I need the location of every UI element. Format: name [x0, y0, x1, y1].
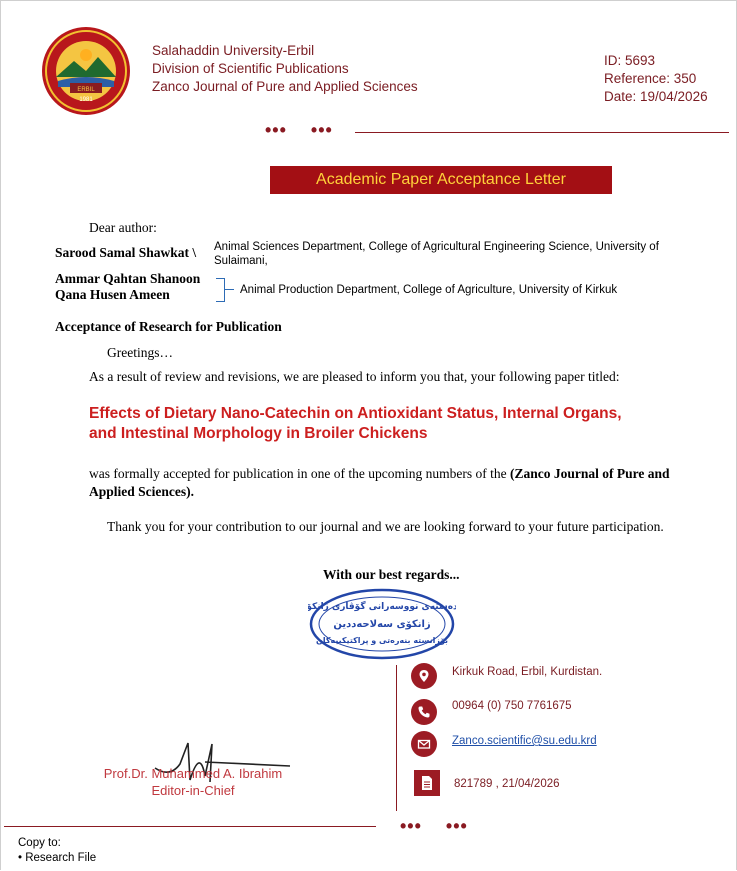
letter-date: Date: 19/04/2026: [604, 89, 708, 104]
letter-title: Academic Paper Acceptance Letter: [270, 166, 612, 194]
mail-icon: [411, 731, 437, 757]
org-header: [152, 42, 418, 96]
journal-name: (Zanco Journal of Pure and Applied Sciences).: [89, 466, 670, 499]
org-line-university: Salahaddin University-Erbil: [152, 43, 315, 58]
official-stamp: [308, 587, 456, 661]
location-icon: [411, 663, 437, 689]
footer-dots: ••• •••: [400, 816, 468, 836]
paper-title: Effects of Dietary Nano-Catechin on Antioxidant Status, Internal Organs, and Intestinal Morphology in Broiler Chickens: [89, 405, 622, 442]
acceptance-paragraph: [89, 465, 679, 501]
separator-dots: ••• •••: [265, 120, 333, 140]
contact-email-link[interactable]: Zanco.scientific@su.edu.krd: [452, 735, 597, 747]
svg-text:بۆزانستە بنەرەتی و پراكتیكییەك: بۆزانستە بنەرەتی و پراكتیكییەكان: [316, 636, 448, 645]
signatory: [88, 765, 298, 799]
author-1: Sarood Samal Shawkat \: [55, 245, 197, 260]
signatory-role: Editor-in-Chief: [151, 783, 235, 798]
thanks-paragraph: Thank you for your contribution to our journal and we are looking forward to your future participation.: [107, 519, 664, 534]
letter-meta: [604, 52, 708, 106]
subject-line: Acceptance of Research for Publication: [55, 319, 282, 334]
phone-icon: [411, 699, 437, 725]
letter-reference: Reference: 350: [604, 71, 697, 86]
acceptance-text: was formally accepted for publication in one of the upcoming numbers of the: [89, 466, 510, 481]
salutation: Dear author:: [89, 220, 157, 235]
document-reference: 821789 , 21/04/2026: [454, 778, 560, 790]
copy-to-label: Copy to:: [18, 837, 61, 849]
svg-text:ERBIL: ERBIL: [77, 87, 95, 93]
contact-phone: 00964 (0) 750 7761675: [452, 700, 572, 712]
header-rule: [355, 132, 729, 133]
affiliation-bracket-tick: [224, 289, 234, 290]
contact-divider: [396, 665, 397, 811]
university-logo: [40, 25, 132, 117]
intro-paragraph: As a result of review and revisions, we are pleased to inform you that, your following paper titled:: [89, 369, 620, 384]
svg-text:دەستەی نووسەرانی گۆڤاری زانكۆ: دەستەی نووسەرانی گۆڤاری زانكۆ: [308, 602, 456, 612]
document-icon: [414, 770, 440, 796]
org-line-journal: Zanco Journal of Pure and Applied Sciences: [152, 79, 418, 94]
footer-rule: [4, 826, 376, 827]
affiliation-bracket: [216, 278, 225, 302]
letter-id: ID: 5693: [604, 53, 656, 68]
copy-to-block: [18, 836, 96, 866]
greeting: Greetings…: [107, 345, 173, 360]
svg-text:زانكۆی سەلاحەددین: زانكۆی سەلاحەددین: [333, 619, 431, 630]
closing-regards: With our best regards...: [323, 567, 460, 582]
author-3: Qana Husen Ameen: [55, 287, 170, 302]
contact-address: Kirkuk Road, Erbil, Kurdistan.: [452, 666, 603, 678]
svg-text:1981: 1981: [79, 97, 93, 103]
author-2: Ammar Qahtan Shanoon: [55, 271, 201, 286]
affiliation-2: Animal Production Department, College of Agriculture, University of Kirkuk: [240, 284, 618, 296]
affiliation-1: Animal Sciences Department, College of Agricultural Engineering Science, University of Sulaimani,: [214, 241, 659, 267]
signatory-name: Prof.Dr. Muhammed A. Ibrahim: [103, 766, 283, 781]
org-line-division: Division of Scientific Publications: [152, 61, 349, 76]
copy-to-item: • Research File: [18, 852, 97, 864]
